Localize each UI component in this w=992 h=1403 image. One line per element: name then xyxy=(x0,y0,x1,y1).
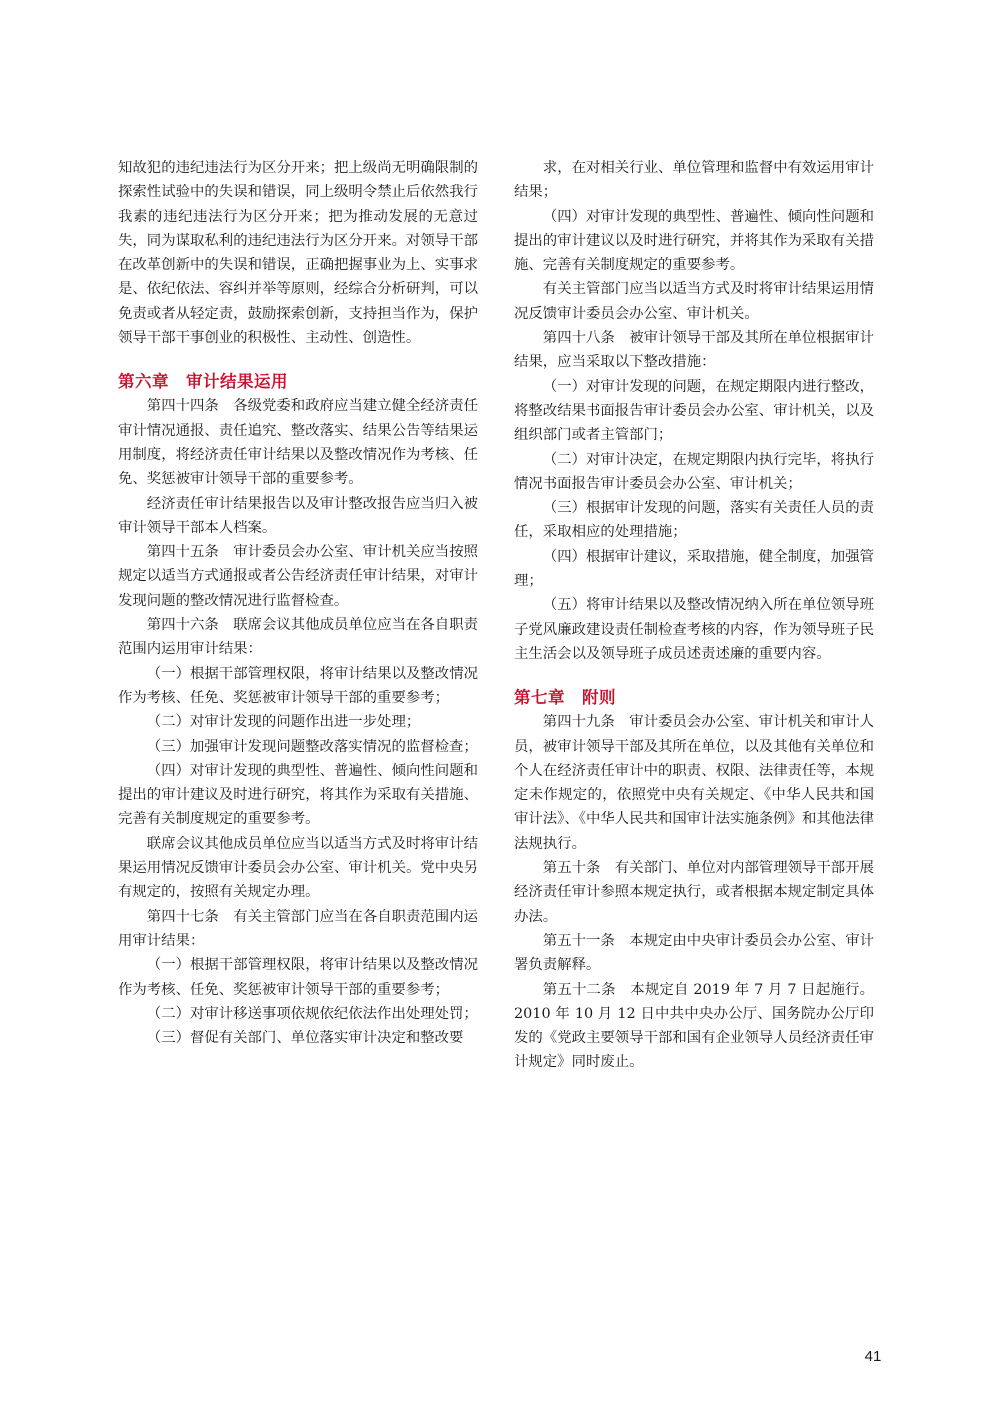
right-column xyxy=(514,156,874,1075)
list-item: （一）对审计发现的问题，在规定期限内进行整改，将整改结果书面报告审计委员会办公室、审计机关，以及组织部门或者主管部门； xyxy=(514,378,874,444)
paragraph: 知故犯的违纪违法行为区分开来；把上级尚无明确限制的探索性试验中的失误和错误，同上级明令禁止后依然我行我素的违纪违法行为区分开来；把为推动发展的无意过失，同为谋取私利的违纪违法行为区分开来。对领导干部在改革创新中的失误和错误，正确把握事业为上、实事求是、依纪依法、容纠并举等原则，经综合分析研判，可以免责或者从轻定责，鼓励探索创新，支持担当作为，保护领导干部干事创业的积极性、主动性、创造性。 xyxy=(118,160,478,347)
list-item: （三）加强审计发现问题整改落实情况的监督检查； xyxy=(146,738,478,755)
article-51: 第五十一条 本规定由中央审计委员会办公室、审计署负责解释。 xyxy=(514,932,874,974)
article-47: 第四十七条 有关主管部门应当在各自职责范围内运用审计结果： xyxy=(118,908,478,949)
list-item: （三）根据审计发现的问题，落实有关责任人员的责任，采取相应的处理措施； xyxy=(514,500,874,541)
list-item: （五）将审计结果以及整改情况纳入所在单位领导班子党风廉政建设责任制检查考核的内容，作为领导班子民主生活会以及领导班子成员述责述廉的重要内容。 xyxy=(514,597,874,662)
paragraph: 联席会议其他成员单位应当以适当方式及时将审计结果运用情况反馈审计委员会办公室、审计机关。党中央另有规定的，按照有关规定办理。 xyxy=(118,835,478,901)
article-45: 第四十五条 审计委员会办公室、审计机关应当按照规定以适当方式通报或者公告经济责任审计结果，对审计发现问题的整改情况进行监督检查。 xyxy=(118,544,478,609)
paragraph: 求，在对相关行业、单位管理和监督中有效运用审计结果； xyxy=(514,160,874,201)
list-item: （四）对审计发现的典型性、普遍性、倾向性问题和提出的审计建议以及时进行研究，并将其作为采取有关措施、完善有关制度规定的重要参考。 xyxy=(514,208,874,274)
list-item: （四）根据审计建议，采取措施，健全制度，加强管理； xyxy=(514,548,874,590)
article-50: 第五十条 有关部门、单位对内部管理领导干部开展经济责任审计参照本规定执行，或者根据本规定制定具体办法。 xyxy=(514,860,874,925)
list-item: （二）对审计移送事项依规依纪依法作出处理处罚； xyxy=(146,1005,478,1022)
paragraph: 经济责任审计结果报告以及审计整改报告应当归入被审计领导干部本人档案。 xyxy=(118,495,478,536)
chapter-heading-7: 第七章 附则 xyxy=(514,688,616,708)
article-52: 第五十二条 本规定自 2019 年 7 月 7 日起施行。2010 年 10 月 12 日中共中央办公厅、国务院办公厅印发的《党政主要领导干部和国有企业领导人员经济责任审计规定》同时废止。 xyxy=(514,981,874,1071)
list-item: （三）督促有关部门、单位落实审计决定和整改要 xyxy=(146,1030,464,1047)
page-number: 41 xyxy=(864,1348,882,1365)
list-item: （一）根据干部管理权限，将审计结果以及整改情况作为考核、任免、奖惩被审计领导干部的重要参考； xyxy=(118,957,478,998)
paragraph: 有关主管部门应当以适当方式及时将审计结果运用情况反馈审计委员会办公室、审计机关。 xyxy=(514,281,874,322)
article-48: 第四十八条 被审计领导干部及其所在单位根据审计结果，应当采取以下整改措施： xyxy=(514,330,874,371)
list-item: （二）对审计决定，在规定期限内执行完毕，将执行情况书面报告审计委员会办公室、审计机关； xyxy=(514,451,874,492)
list-item: （四）对审计发现的典型性、普遍性、倾向性问题和提出的审计建议及时进行研究，将其作为采取有关措施、完善有关制度规定的重要参考。 xyxy=(118,762,478,828)
article-46: 第四十六条 联席会议其他成员单位应当在各自职责范围内运用审计结果： xyxy=(118,617,478,658)
list-item: （一）根据干部管理权限，将审计结果以及整改情况作为考核、任免、奖惩被审计领导干部的重要参考； xyxy=(118,665,478,706)
chapter-heading-6: 第六章 审计结果运用 xyxy=(118,372,288,392)
article-44: 第四十四条 各级党委和政府应当建立健全经济责任审计情况通报、责任追究、整改落实、结果公告等结果运用制度，将经济责任审计结果以及整改情况作为考核、任免、奖惩被审计领导干部的重要参考。 xyxy=(118,398,478,488)
list-item: （二）对审计发现的问题作出进一步处理； xyxy=(146,714,421,731)
article-49: 第四十九条 审计委员会办公室、审计机关和审计人员，被审计领导干部及其所在单位，以及其他有关单位和个人在经济责任审计中的职责、权限、法律责任等，本规定未作规定的，依照党中央有关规定、《中华人民共和国审计法》、《中华人民共和国审计法实施条例》和其他法律法规执行。 xyxy=(514,714,874,852)
left-column xyxy=(118,156,478,1050)
